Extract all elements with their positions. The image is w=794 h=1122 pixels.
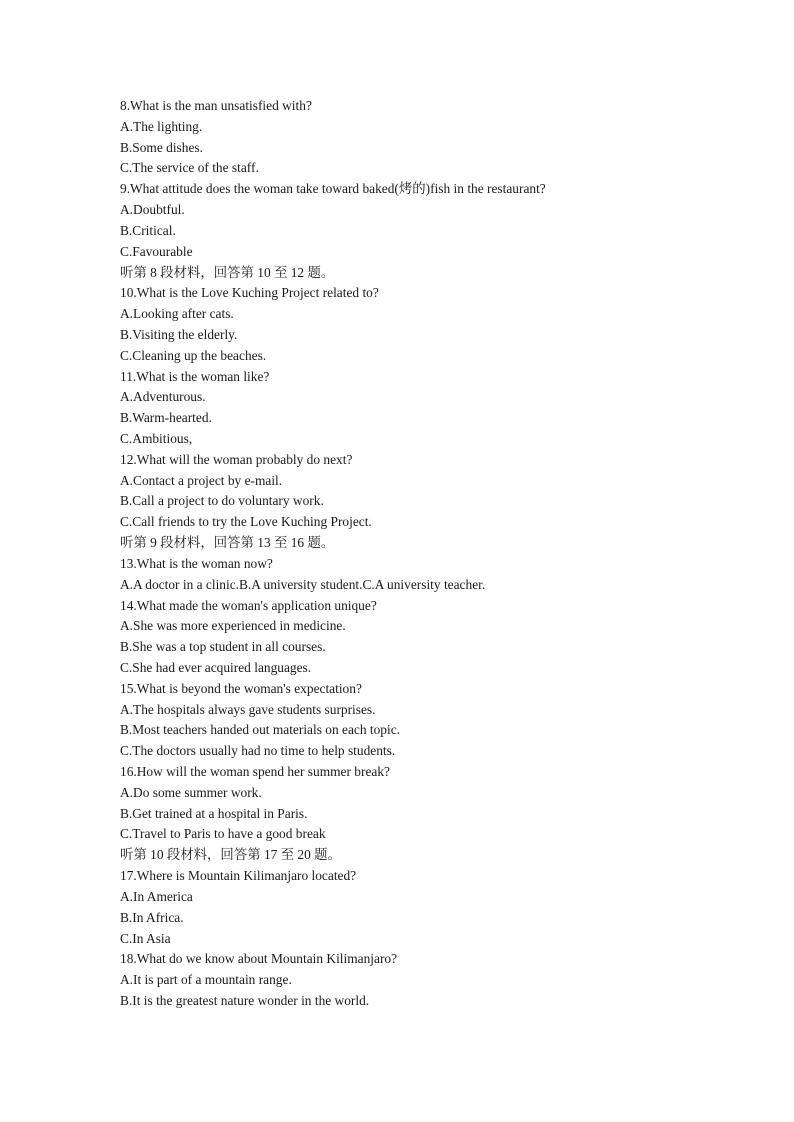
option-8a: A.The lighting.: [120, 118, 203, 134]
option-9a: A.Doubtful.: [120, 202, 185, 218]
option-14b: B.She was a top student in all courses.: [120, 639, 326, 655]
option-9c: C.Favourable: [120, 243, 193, 259]
question-13: 13.What is the woman now?: [120, 555, 273, 571]
section-instruction-10: 听第 10 段材料，回答第 17 至 20 题。: [120, 847, 341, 863]
option-8c: C.The service of the staff.: [120, 160, 259, 176]
option-9b: B.Critical.: [120, 222, 176, 238]
question-17: 17.Where is Mountain Kilimanjaro located?: [120, 868, 357, 884]
option-17c: C.In Asia: [120, 930, 171, 946]
option-15a: A.The hospitals always gave students surprises.: [120, 701, 376, 717]
question-10: 10.What is the Love Kuching Project related to?: [120, 285, 379, 301]
option-15b: B.Most teachers handed out materials on each topic.: [120, 722, 401, 738]
option-12c: C.Call friends to try the Love Kuching Project.: [120, 514, 372, 530]
option-8b: B.Some dishes.: [120, 139, 203, 155]
option-16b: B.Get trained at a hospital in Paris.: [120, 805, 308, 821]
option-11b: B.Warm-hearted.: [120, 410, 212, 426]
option-16a: A.Do some summer work.: [120, 784, 262, 800]
option-18b: B.It is the greatest nature wonder in the world.: [120, 992, 370, 1008]
option-14a: A.She was more experienced in medicine.: [120, 618, 346, 634]
option-15c: C.The doctors usually had no time to help students.: [120, 743, 396, 759]
option-10c: C.Cleaning up the beaches.: [120, 347, 267, 363]
option-11c: C.Ambitious,: [120, 431, 193, 446]
option-16c: C.Travel to Paris to have a good break: [120, 826, 326, 842]
question-12: 12.What will the woman probably do next?: [120, 451, 353, 467]
option-17b: B.In Africa.: [120, 909, 184, 925]
question-list: [120, 96, 720, 1012]
question-16: 16.How will the woman spend her summer break?: [120, 764, 390, 779]
option-11a: A.Adventurous.: [120, 389, 206, 405]
option-10a: A.Looking after cats.: [120, 306, 234, 322]
question-8: 8.What is the man unsatisfied with?: [120, 98, 312, 113]
options-13: A.A doctor in a clinic.B.A university student.C.A university teacher.: [120, 576, 486, 592]
option-14c: C.She had ever acquired languages.: [120, 659, 312, 675]
question-9: 9.What attitude does the woman take toward baked(烤的)fish in the restaurant?: [120, 181, 546, 197]
section-instruction-8: 听第 8 段材料，回答第 10 至 12 题。: [120, 264, 335, 280]
option-18a: A.It is part of a mountain range.: [120, 972, 292, 988]
section-instruction-9: 听第 9 段材料，回答第 13 至 16 题。: [120, 535, 335, 551]
question-11: 11.What is the woman like?: [120, 368, 270, 384]
option-17a: A.In America: [120, 888, 193, 904]
question-15: 15.What is beyond the woman's expectation?: [120, 680, 362, 696]
option-12b: B.Call a project to do voluntary work.: [120, 493, 324, 509]
option-12a: A.Contact a project by e-mail.: [120, 472, 283, 488]
option-10b: B.Visiting the elderly.: [120, 326, 238, 342]
question-14: 14.What made the woman's application unique?: [120, 597, 377, 613]
question-18: 18.What do we know about Mountain Kilimanjaro?: [120, 951, 398, 967]
